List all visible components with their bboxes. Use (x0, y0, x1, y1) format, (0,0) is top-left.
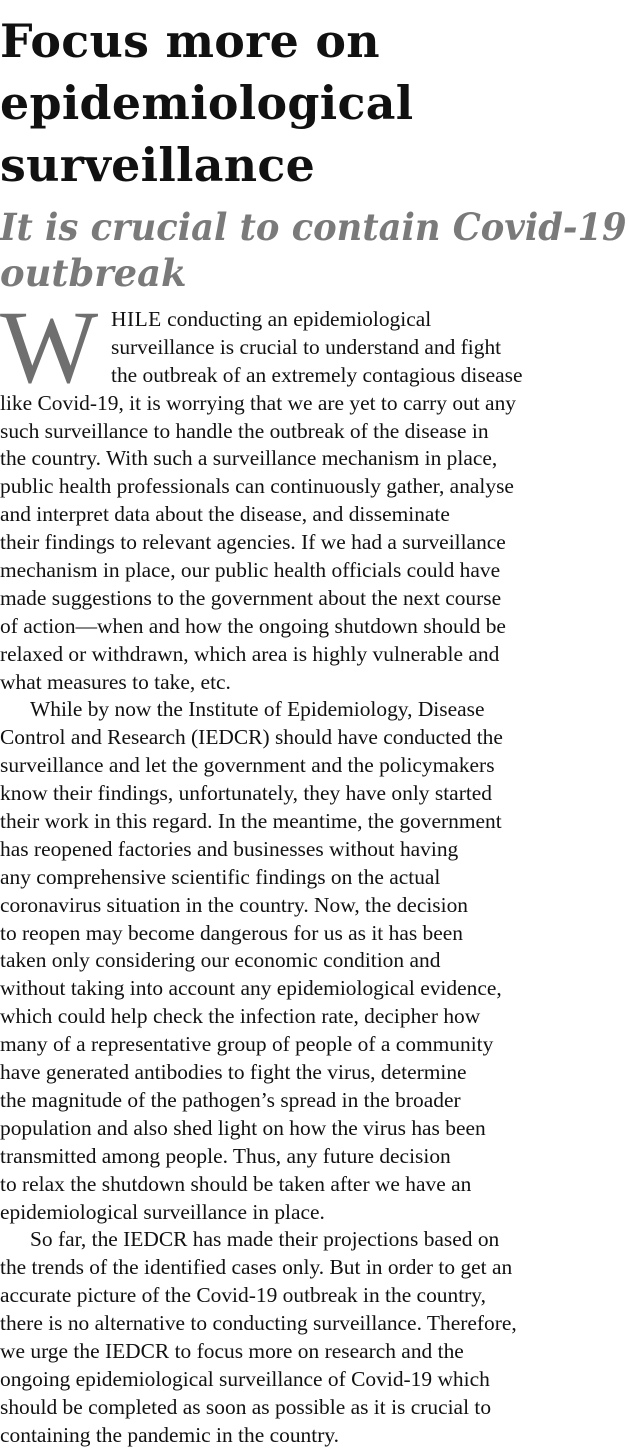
lead-caps: HILE (111, 307, 162, 331)
paragraph-line: should be completed as soon as possible as it is crucial to (0, 1394, 492, 1419)
paragraph-1 (0, 290, 629, 696)
paragraph-line: have generated antibodies to fight the virus, determine (0, 1060, 467, 1085)
paragraph-line: to reopen may become dangerous for us as it has been (0, 920, 464, 945)
paragraph-line: without taking into account any epidemiological evidence, (0, 976, 502, 1001)
paragraph-line: the outbreak of an extremely contagious disease (111, 362, 523, 387)
paragraph-line: relaxed or withdrawn, which area is highly vulnerable and (0, 641, 500, 666)
paragraph-line (0, 306, 627, 334)
paragraph-3 (0, 1226, 629, 1449)
paragraph-line: mechanism in place, our public health officials could have (0, 558, 501, 583)
paragraph-line: accurate picture of the Covid-19 outbreak in the country, (0, 1283, 487, 1308)
paragraph-line: many of a representative group of people of a community (0, 1032, 494, 1057)
paragraph-line: know their findings, unfortunately, they have only started (0, 781, 493, 806)
headline-line: epidemiological (0, 76, 414, 130)
paragraph-line: what measures to take, etc. (0, 669, 231, 694)
paragraph-line: to relax the shutdown should be taken after we have an (0, 1171, 472, 1196)
paragraph-line: and interpret data about the disease, and disseminate (0, 502, 450, 527)
paragraph-line: which could help check the infection rate, decipher how (0, 1004, 481, 1029)
paragraph-line: has reopened factories and businesses without having (0, 836, 459, 861)
paragraph-line: we urge the IEDCR to focus more on research and the (0, 1338, 464, 1363)
headline-line: surveillance (0, 138, 316, 192)
paragraph-line: Control and Research (IEDCR) should have conducted the (0, 725, 503, 750)
headline (0, 10, 629, 196)
paragraph-line: the country. With such a surveillance mechanism in place, (0, 446, 498, 471)
paragraph-line: ongoing epidemiological surveillance of Covid-19 which (0, 1366, 490, 1391)
subheadline-line: It is crucial to contain Covid-19 (0, 205, 627, 249)
paragraph-line: public health professionals can continuously gather, analyse (0, 474, 514, 499)
paragraph-line: the trends of the identified cases only. But in order to get an (0, 1255, 513, 1280)
paragraph-line: taken only considering our economic condition and (0, 948, 441, 973)
article-body (0, 290, 629, 1450)
headline-line: Focus more on (0, 14, 380, 68)
paragraph-line: surveillance and let the government and the policymakers (0, 753, 495, 778)
paragraph-line: any comprehensive scientific findings on the actual (0, 864, 441, 889)
paragraph-line: coronavirus situation in the country. Now, the decision (0, 892, 469, 917)
paragraph-line: containing the pandemic in the country. (0, 1422, 340, 1447)
paragraph-line: the magnitude of the pathogen’s spread in the broader (0, 1087, 461, 1112)
paragraph-line: epidemiological surveillance in place. (0, 1199, 325, 1224)
subheadline (0, 204, 629, 296)
line-text: conducting an epidemiological (161, 307, 432, 331)
paragraph-line: such surveillance to handle the outbreak of the disease in (0, 418, 489, 443)
paragraph-line: So far, the IEDCR has made their projections based on (30, 1227, 500, 1252)
paragraph-line: like Covid-19, it is worrying that we are yet to carry out any (0, 390, 517, 415)
paragraph-line: of action—when and how the ongoing shutdown should be (0, 613, 506, 638)
paragraph-line: transmitted among people. Thus, any future decision (0, 1143, 451, 1168)
paragraph-2 (0, 696, 629, 1226)
paragraph-line: made suggestions to the government about the next course (0, 585, 502, 610)
paragraph-line: While by now the Institute of Epidemiology, Disease (30, 697, 485, 722)
subheadline-line: outbreak (0, 251, 187, 295)
paragraph-line: their findings to relevant agencies. If we had a surveillance (0, 530, 506, 555)
paragraph-line: surveillance is crucial to understand and fight (111, 334, 502, 359)
paragraph-line: population and also shed light on how the virus has been (0, 1115, 486, 1140)
drop-cap: W (0, 290, 99, 405)
paragraph-line: there is no alternative to conducting surveillance. Therefore, (0, 1311, 517, 1336)
paragraph-line: their work in this regard. In the meantime, the government (0, 809, 502, 834)
